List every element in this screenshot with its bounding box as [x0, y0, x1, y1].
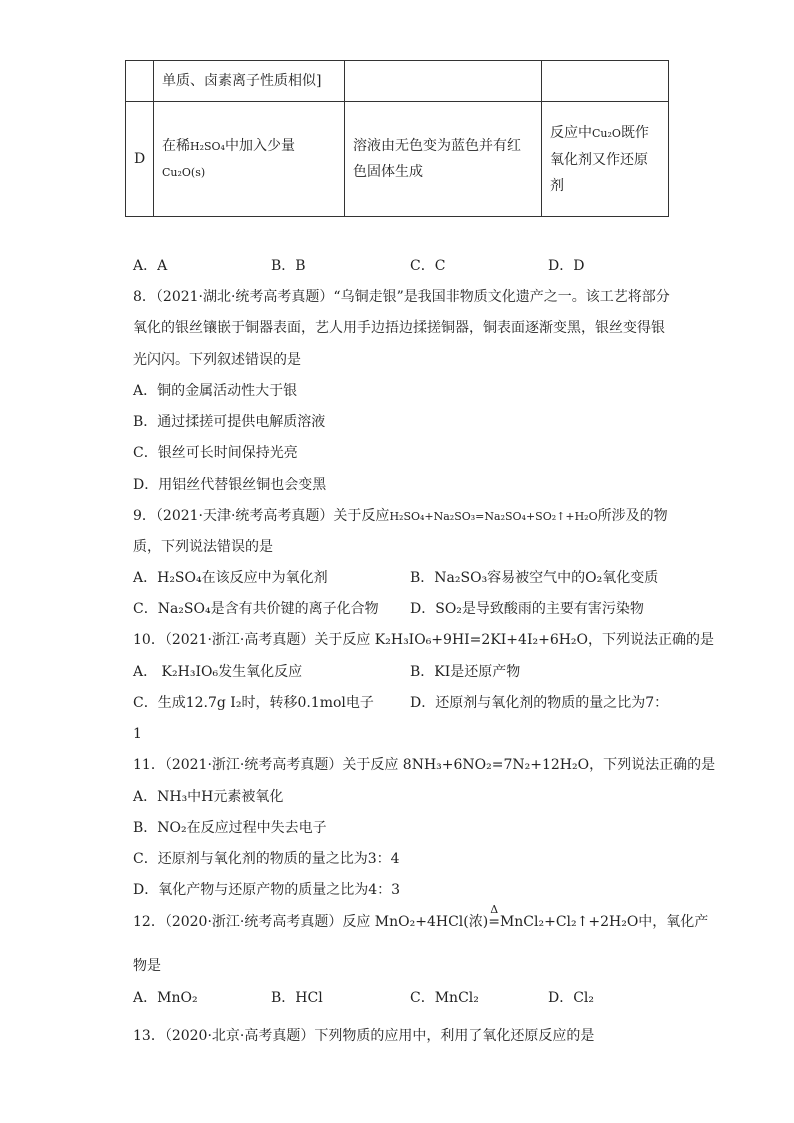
question-stem: 12．（2020·浙江·统考高考真题）反应 MnO₂+4HCl(浓) Δ =MnCl₂+Cl₂↑+2H₂O中，氧化产: [133, 903, 709, 930]
option-d: D．用铝丝代替银丝铜也会变黑: [133, 477, 327, 493]
option-a: A．NH₃中H元素被氧化: [133, 789, 284, 805]
row-label: D: [126, 102, 154, 217]
question-stem: 物是: [133, 958, 161, 974]
option-b: B．HCl: [271, 990, 323, 1006]
options-table: [125, 60, 669, 217]
option-b: B．KI是还原产物: [410, 664, 521, 680]
question-stem: 光闪闪。下列叙述错误的是: [133, 352, 301, 368]
conclusion-cell: 反应中Cu₂O既作氧化剂又作还原剂: [542, 102, 669, 217]
option-c: C．还原剂与氧化剂的物质的量之比为3：4: [133, 851, 400, 867]
heat-condition: Δ =: [488, 903, 500, 930]
question-stem: 9．（2021·天津·统考高考真题）关于反应H₂SO₄+Na₂SO₃=Na₂SO₄+SO₂↑+H₂O所涉及的物: [133, 508, 668, 524]
experiment-cell: 在稀H₂SO₄中加入少量 Cu₂O(s): [154, 102, 345, 217]
option-c: C．MnCl₂: [410, 990, 479, 1006]
option-a: A．铜的金属活动性大于银: [133, 383, 298, 399]
option-d: D．氧化产物与还原产物的质量之比为4：3: [133, 882, 401, 898]
option-d: D．D: [548, 258, 585, 274]
question-stem: 质，下列说法错误的是: [133, 539, 273, 555]
option-b: B．B: [271, 258, 306, 274]
conclusion-cell: [542, 61, 669, 102]
row-label: [126, 61, 154, 102]
option-c: C．C: [410, 258, 446, 274]
formula: H₂SO₄+Na₂SO₃=Na₂SO₄+SO₂↑+H₂O: [389, 510, 598, 523]
phenomenon-cell: [345, 61, 542, 102]
option-b: B．通过揉搓可提供电解质溶液: [133, 414, 326, 430]
table-row: [126, 61, 669, 102]
option-d-wrap: 1: [133, 726, 142, 742]
option-b: B．Na₂SO₃容易被空气中的O₂氧化变质: [410, 570, 659, 586]
experiment-cell: 单质、卤素离子性质相似]: [154, 61, 345, 102]
option-d: D．还原剂与氧化剂的物质的量之比为7：: [410, 695, 669, 711]
question-stem: 氧化的银丝镶嵌于铜器表面，艺人用手边捂边揉搓铜器，铜表面逐渐变黑，银丝变得银: [133, 320, 665, 336]
option-a: A． K₂H₃IO₆发生氧化反应: [133, 664, 303, 680]
option-a: A．MnO₂: [133, 990, 198, 1006]
option-a: A．A: [133, 258, 168, 274]
option-a: A．H₂SO₄在该反应中为氧化剂: [133, 570, 328, 586]
question-stem: 8．（2021·湖北·统考高考真题）“乌铜走银”是我国非物质文化遗产之一。该工艺将部分: [133, 289, 670, 305]
question-stem: 10．（2021·浙江·高考真题）关于反应 K₂H₃IO₆+9HI=2KI+4I₂+6H₂O，下列说法正确的是: [133, 632, 715, 648]
formula: H₂SO₄: [190, 139, 225, 153]
formula: Cu₂O(s): [162, 165, 206, 179]
option-d: D．Cl₂: [548, 990, 595, 1006]
question-stem: 13．（2020·北京·高考真题）下列物质的应用中，利用了氧化还原反应的是: [133, 1028, 595, 1044]
option-d: D．SO₂是导致酸雨的主要有害污染物: [410, 601, 644, 617]
phenomenon-cell: 溶液由无色变为蓝色并有红色固体生成: [345, 102, 542, 217]
option-c: C．生成12.7g I₂时，转移0.1mol电子: [133, 695, 374, 711]
option-b: B．NO₂在反应过程中失去电子: [133, 820, 327, 836]
question-stem: 11．（2021·浙江·统考高考真题）关于反应 8NH₃+6NO₂=7N₂+12H₂O，下列说法正确的是: [133, 757, 716, 773]
table-row: [126, 102, 669, 217]
formula: Cu₂O: [592, 126, 621, 140]
option-c: C．Na₂SO₄是含有共价键的离子化合物: [133, 601, 379, 617]
option-c: C．银丝可长时间保持光亮: [133, 445, 298, 461]
